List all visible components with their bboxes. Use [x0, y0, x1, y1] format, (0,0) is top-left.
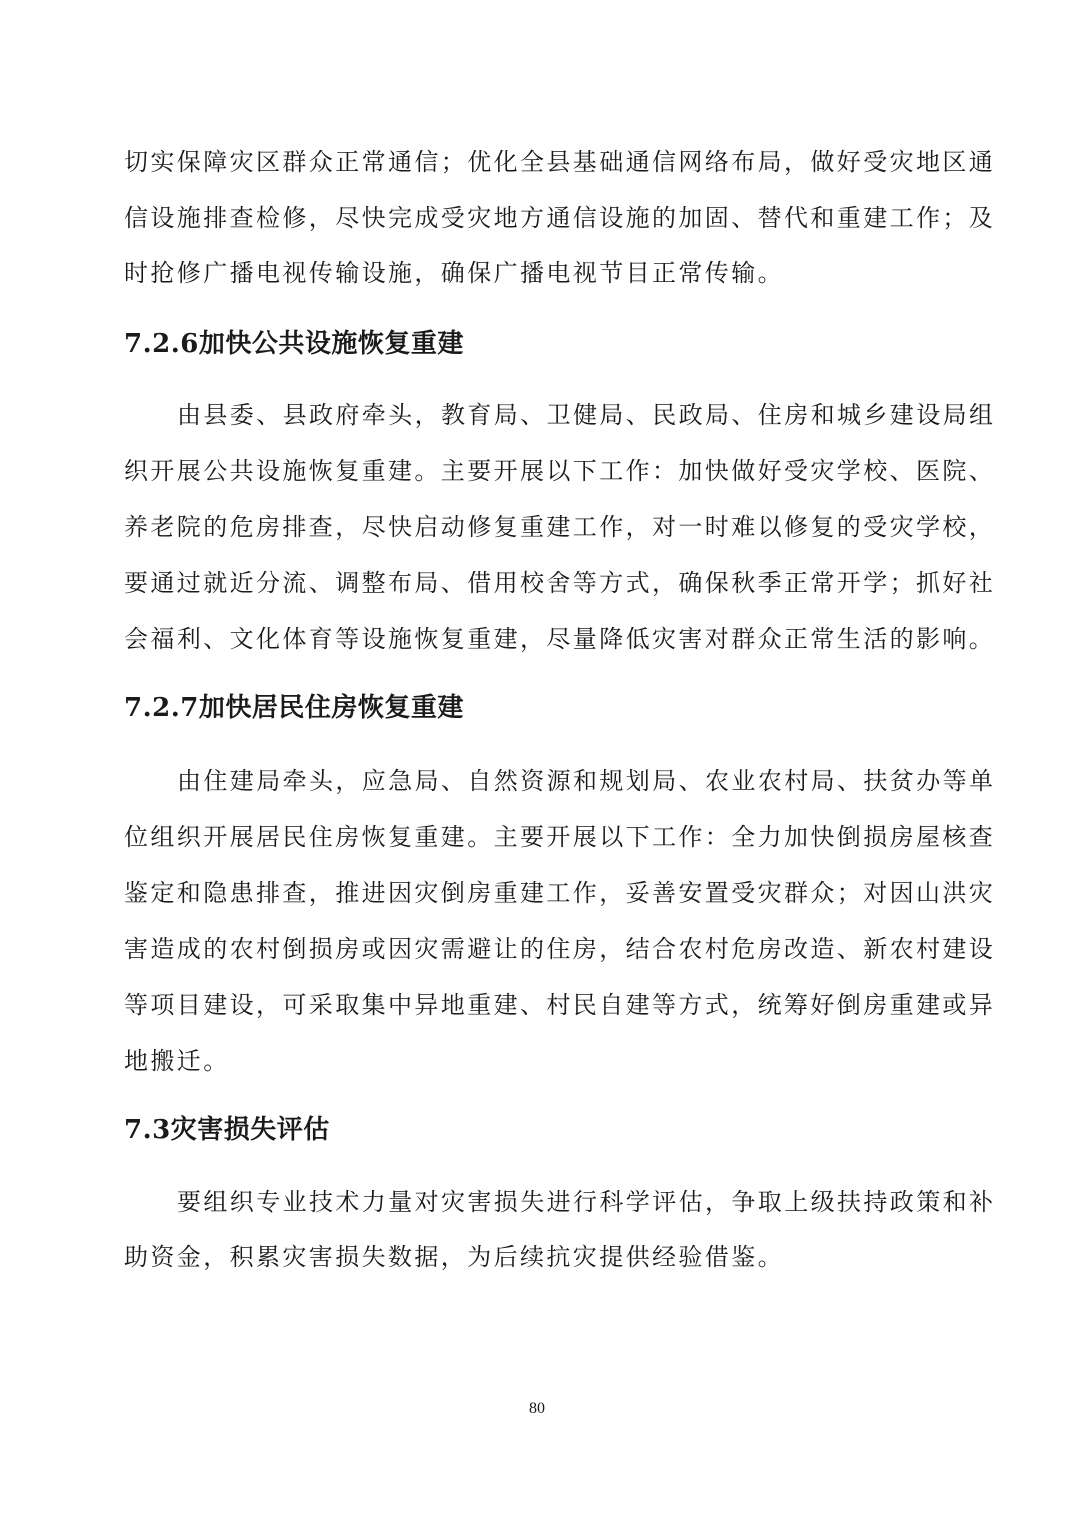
- intro-line-3: 时抢修广播电视传输设施，确保广播电视节目正常传输。: [124, 259, 784, 287]
- intro-line-2: 信设施排查检修，尽快完成受灾地方通信设施的加固、替代和重建工作；及: [124, 204, 996, 232]
- section-7-3-line-2: 助资金，积累灾害损失数据，为后续抗灾提供经验借鉴。: [124, 1243, 784, 1271]
- section-7-2-7-line-5: 等项目建设，可采取集中异地重建、村民自建等方式，统筹好倒房重建或异: [124, 991, 996, 1019]
- section-7-2-6-line-4: 要通过就近分流、调整布局、借用校舍等方式，确保秋季正常开学；抓好社: [124, 569, 996, 597]
- section-7-2-6-line-2: 织开展公共设施恢复重建。主要开展以下工作：加快做好受灾学校、医院、: [124, 457, 996, 485]
- section-7-2-6-line-1: 由县委、县政府牵头，教育局、卫健局、民政局、住房和城乡建设局组: [177, 401, 996, 429]
- section-7-2-6-line-5: 会福利、文化体育等设施恢复重建，尽量降低灾害对群众正常生活的影响。: [124, 625, 996, 653]
- section-7-2-7-line-1: 由住建局牵头，应急局、自然资源和规划局、农业农村局、扶贫办等单: [177, 767, 996, 795]
- intro-line-1: 切实保障灾区群众正常通信；优化全县基础通信网络布局，做好受灾地区通: [124, 148, 996, 176]
- section-7-2-7-line-6: 地搬迁。: [124, 1047, 230, 1075]
- section-7-2-7-line-4: 害造成的农村倒损房或因灾需避让的住房，结合农村危房改造、新农村建设: [124, 935, 996, 963]
- page-number: 80: [529, 1400, 545, 1417]
- section-7-3-line-1: 要组织专业技术力量对灾害损失进行科学评估，争取上级扶持政策和补: [177, 1188, 996, 1216]
- section-7-2-7-line-2: 位组织开展居民住房恢复重建。主要开展以下工作：全力加快倒损房屋核查: [124, 823, 996, 851]
- section-7-2-6-line-3: 养老院的危房排查，尽快启动修复重建工作，对一时难以修复的受灾学校，: [124, 513, 996, 541]
- section-7-2-7-line-3: 鉴定和隐患排查，推进因灾倒房重建工作，妥善安置受灾群众；对因山洪灾: [124, 879, 996, 907]
- section-heading-7-2-7: 7.2.7加快居民住房恢复重建: [124, 693, 464, 723]
- section-heading-7-3: 7.3灾害损失评估: [124, 1115, 330, 1145]
- section-heading-7-2-6: 7.2.6加快公共设施恢复重建: [124, 329, 464, 359]
